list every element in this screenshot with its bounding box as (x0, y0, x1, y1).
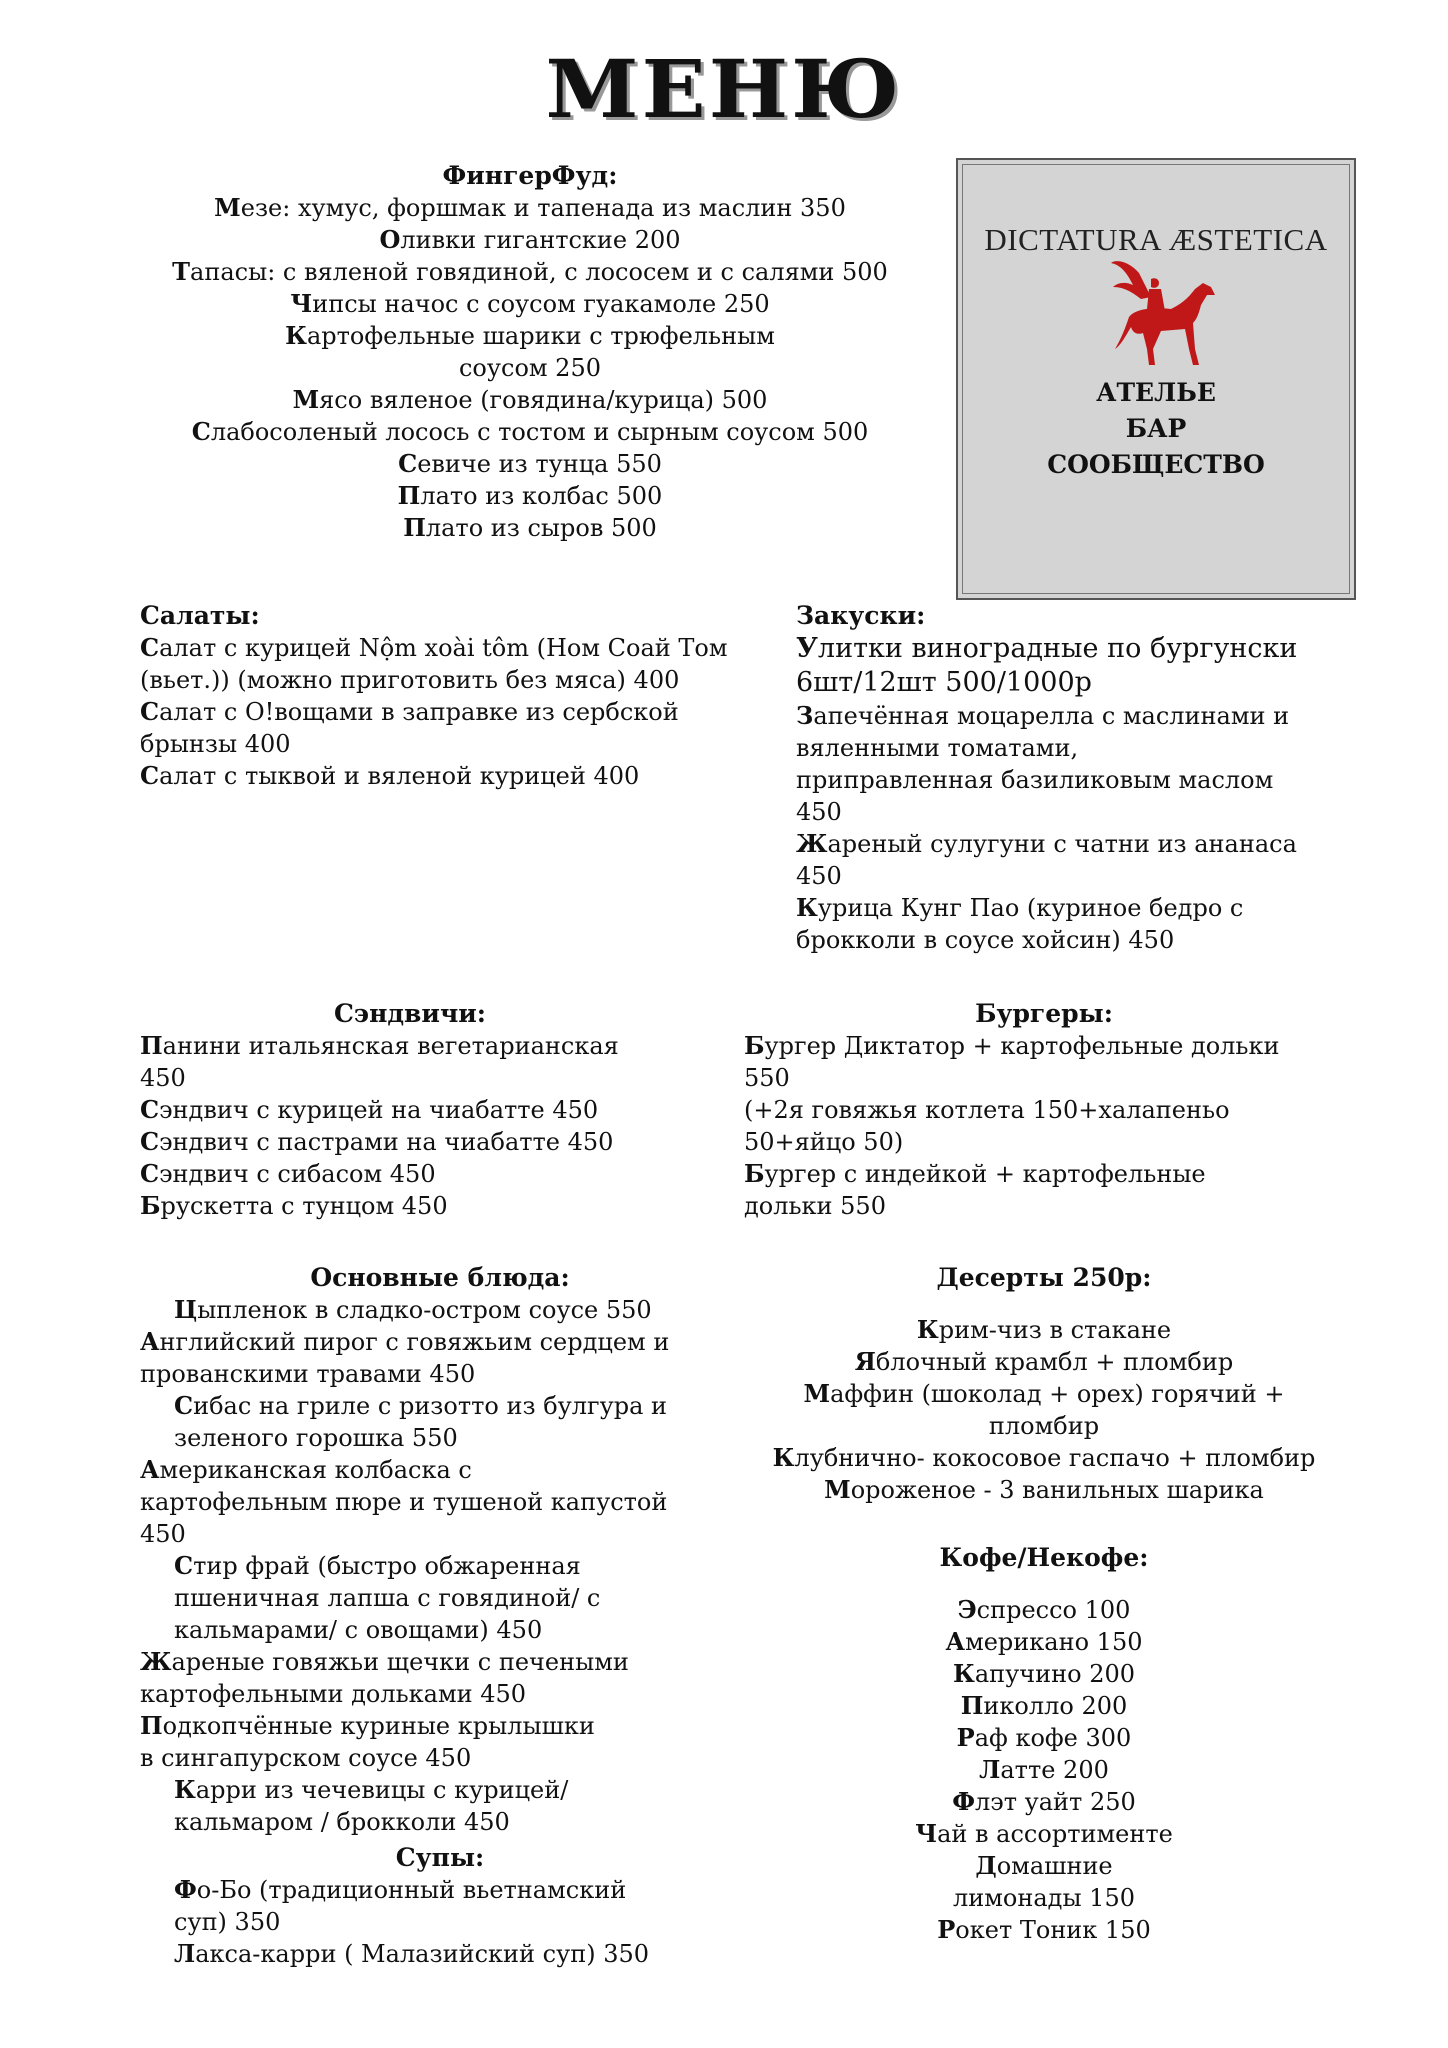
item-text: (+2я говяжья котлета 150+халапеньо (744, 1096, 1230, 1124)
item-initial: Я (854, 1347, 876, 1376)
menu-item (796, 796, 1356, 828)
menu-item (140, 384, 920, 416)
item-text: ургер Диктатор + картофельные дольки (764, 1032, 1280, 1060)
item-text: ясо вяленое (говядина/курица) 500 (319, 386, 768, 414)
menu-item (140, 1190, 680, 1222)
menu-item (744, 1722, 1344, 1754)
menu-item (140, 192, 920, 224)
item-initial: П (397, 481, 421, 510)
item-text: апучино 200 (974, 1660, 1135, 1688)
item-text: ареные говяжьи щечки с печеными (171, 1648, 629, 1676)
item-text: спрессо 100 (976, 1596, 1131, 1624)
menu-item (796, 732, 1356, 764)
logo-line-bar: БАР (1125, 414, 1187, 443)
menu-item (796, 924, 1356, 956)
item-text: эндвич с сибасом 450 (159, 1160, 436, 1188)
item-text: эндвич с пастрами на чиабатте 450 (159, 1128, 614, 1156)
fingerfood-section (140, 160, 920, 544)
menu-item (744, 1378, 1344, 1410)
item-initial: Ф (174, 1875, 197, 1904)
menu-item (744, 1030, 1344, 1062)
menu-item (140, 1030, 680, 1062)
item-initial: Б (140, 1191, 161, 1220)
item-initial: К (285, 321, 307, 350)
item-text: алат с тыквой и вяленой курицей 400 (159, 762, 640, 790)
menu-item (140, 1710, 740, 1742)
item-text: урица Кунг Пао (куриное бедро с (817, 894, 1244, 922)
item-text: тир фрай (быстро обжаренная (193, 1552, 581, 1580)
item-initial: С (140, 697, 160, 726)
item-text: зеленого горошка 550 (174, 1424, 458, 1452)
salads-section (140, 600, 780, 792)
logo-name: DICTATURA ÆSTETICA (984, 222, 1328, 257)
item-text: пшеничная лапша с говядиной/ с (174, 1584, 601, 1612)
item-initial: П (960, 1691, 984, 1720)
menu-item (140, 1742, 740, 1774)
item-text: анини итальянская вегетарианская (162, 1032, 619, 1060)
item-initial: М (292, 385, 320, 414)
item-text: в сингапурском соусе 450 (140, 1744, 472, 1772)
menu-item (744, 1094, 1344, 1126)
menu-item (140, 1094, 680, 1126)
menu-item (744, 1754, 1344, 1786)
item-text: соусом 250 (458, 354, 601, 382)
item-text: евиче из тунца 550 (417, 450, 662, 478)
item-initial: З (796, 701, 814, 730)
menu-item (796, 632, 1356, 666)
menu-item (140, 480, 920, 512)
item-text: приправленная базиликовым маслом (796, 766, 1274, 794)
menu-item (140, 1806, 740, 1838)
item-text: 450 (140, 1064, 186, 1092)
menu-item (140, 1518, 740, 1550)
item-initial: А (140, 1327, 160, 1356)
menu-item (140, 1294, 740, 1326)
snacks-section (796, 600, 1356, 956)
menu-item (140, 1614, 740, 1646)
item-initial: С (191, 417, 211, 446)
menu-item (140, 352, 920, 384)
item-text: 450 (796, 862, 842, 890)
menu-item (796, 828, 1356, 860)
item-text: лимонады 150 (953, 1884, 1135, 1912)
menu-item (796, 860, 1356, 892)
item-text: брынзы 400 (140, 730, 291, 758)
item-initial: К (916, 1315, 939, 1344)
item-initial: Э (957, 1595, 977, 1624)
item-initial: С (174, 1391, 194, 1420)
logo-line-atelier: АТЕЛЬЕ (1096, 378, 1216, 407)
salads-title: Салаты: (140, 601, 260, 630)
item-text: рим-чиз в стакане (938, 1316, 1172, 1344)
item-text: арри из чечевицы с курицей/ (195, 1776, 569, 1804)
item-text: акса-карри ( Малазийский суп) 350 (195, 1940, 649, 1968)
menu-item (140, 224, 920, 256)
menu-item (140, 1454, 740, 1486)
item-text: ливки гигантские 200 (400, 226, 681, 254)
menu-item (796, 700, 1356, 732)
menu-item (744, 1474, 1344, 1506)
menu-item (140, 632, 780, 664)
item-initial: Л (979, 1755, 1001, 1784)
item-text: о-Бо (традиционный вьетнамский (196, 1876, 627, 1904)
item-text: лубнично- кокосовое гаспачо + пломбир (794, 1444, 1316, 1472)
soups-title: Супы: (395, 1843, 485, 1872)
item-initial: Ц (174, 1295, 198, 1324)
item-initial: А (140, 1455, 160, 1484)
menu-item (140, 1646, 740, 1678)
menu-item (140, 1126, 680, 1158)
menu-item (140, 1158, 680, 1190)
item-text: апечённая моцарелла с маслинами и (813, 702, 1290, 730)
page-title: МЕНЮ (545, 42, 903, 136)
item-initial: Ж (796, 829, 828, 858)
item-text: атте 200 (1000, 1756, 1109, 1784)
menu-item (744, 1410, 1344, 1442)
item-initial: К (796, 893, 818, 922)
item-initial: С (140, 633, 160, 662)
item-text: лато из колбас 500 (420, 482, 663, 510)
item-initial: У (796, 633, 818, 664)
item-initial: П (403, 513, 426, 542)
item-text: блочный крамбл + пломбир (875, 1348, 1234, 1376)
item-initial: Ч (290, 289, 313, 318)
item-initial: С (398, 449, 418, 478)
item-text: эндвич с курицей на чиабатте 450 (159, 1096, 599, 1124)
desserts-section (744, 1262, 1344, 1506)
item-text: картофельным пюре и тушеной капустой (140, 1488, 668, 1516)
menu-item (744, 1594, 1344, 1626)
item-initial: С (140, 761, 160, 790)
winged-rider-horse-icon (1111, 253, 1221, 373)
snacks-title: Закуски: (796, 601, 926, 630)
logo-box (956, 158, 1356, 600)
item-text: брокколи в соусе хойсин) 450 (796, 926, 1175, 954)
menu-item (744, 1190, 1344, 1222)
menu-item (140, 728, 780, 760)
menu-item (744, 1690, 1344, 1722)
item-text: кальмарами/ с овощами) 450 (174, 1616, 543, 1644)
menu-item (140, 320, 920, 352)
menu-item (744, 1346, 1344, 1378)
menu-item (140, 1906, 740, 1938)
item-text: 550 (744, 1064, 790, 1092)
item-text: 450 (140, 1520, 186, 1548)
menu-item (744, 1158, 1344, 1190)
item-text: пломбир (988, 1412, 1100, 1440)
menu-item (744, 1914, 1344, 1946)
item-initial: К (772, 1443, 795, 1472)
item-initial: С (140, 1159, 160, 1188)
item-text: нглийский пирог с говяжьим сердцем и (159, 1328, 670, 1356)
item-initial: А (945, 1627, 966, 1656)
menu-item (744, 1126, 1344, 1158)
menu-item (744, 1442, 1344, 1474)
mains-section (140, 1262, 740, 1838)
coffee-section (744, 1542, 1344, 1946)
menu-item (744, 1786, 1344, 1818)
item-text: 450 (796, 798, 842, 826)
item-text: окет Тоник 150 (955, 1916, 1151, 1944)
menu-item (140, 664, 780, 696)
menu-item (140, 1582, 740, 1614)
item-text: 6шт/12шт 500/1000р (796, 667, 1092, 698)
menu-item (140, 416, 920, 448)
item-text: лабосоленый лосось с тостом и сырным соусом 500 (210, 418, 869, 446)
item-text: ургер с индейкой + картофельные (764, 1160, 1206, 1188)
item-text: литки виноградные по бургунски (817, 633, 1298, 664)
item-text: артофельные шарики с трюфельным (306, 322, 775, 350)
item-initial: К (174, 1775, 196, 1804)
item-text: картофельными дольками 450 (140, 1680, 527, 1708)
item-text: алат с курицей Nộm xoài tôm (Ном Соай Том (159, 634, 728, 662)
menu-item (796, 764, 1356, 796)
menu-item (140, 1358, 740, 1390)
menu-item (744, 1062, 1344, 1094)
item-initial: О (379, 225, 401, 254)
item-initial: Б (744, 1159, 765, 1188)
menu-item (744, 1850, 1344, 1882)
item-text: (вьет.)) (можно приготовить без мяса) 400 (140, 666, 680, 694)
item-text: прованскими травами 450 (140, 1360, 476, 1388)
item-text: омашние (996, 1852, 1113, 1880)
item-text: аф кофе 300 (974, 1724, 1132, 1752)
item-text: кальмаром / брокколи 450 (174, 1808, 510, 1836)
menu-item (140, 1326, 740, 1358)
item-initial: Ж (140, 1647, 172, 1676)
burgers-title: Бургеры: (975, 999, 1113, 1028)
item-text: ыпленок в сладко-остром соусе 550 (197, 1296, 652, 1324)
menu-item (140, 1486, 740, 1518)
item-initial: Д (975, 1851, 997, 1880)
coffee-title: Кофе/Некофе: (939, 1543, 1149, 1572)
item-initial: С (174, 1551, 194, 1580)
burgers-section (744, 998, 1344, 1222)
item-text: ай в ассортименте (937, 1820, 1173, 1848)
item-text: вяленными томатами, (796, 734, 1079, 762)
item-text: одкопчённые куриные крылышки (162, 1712, 595, 1740)
item-initial: П (140, 1031, 163, 1060)
item-initial: М (214, 193, 241, 222)
menu-item (140, 448, 920, 480)
item-text: мерикано 150 (965, 1628, 1143, 1656)
item-initial: Л (174, 1939, 196, 1968)
menu-item (796, 666, 1356, 700)
menu-item (140, 760, 780, 792)
item-text: лэт уайт 250 (975, 1788, 1136, 1816)
item-text: суп) 350 (174, 1908, 281, 1936)
menu-item (744, 1658, 1344, 1690)
item-initial: П (140, 1711, 163, 1740)
sandwiches-title: Сэндвичи: (333, 999, 487, 1028)
desserts-title: Десерты 250р: (936, 1263, 1152, 1292)
item-initial: Р (937, 1915, 956, 1944)
item-text: ороженое - 3 ванильных шарика (850, 1476, 1264, 1504)
item-initial: С (140, 1127, 160, 1156)
item-text: ареный сулугуни с чатни из ананаса (827, 830, 1297, 858)
item-text: иколло 200 (983, 1692, 1128, 1720)
item-initial: М (803, 1379, 831, 1408)
logo-line-community: СООБЩЕСТВО (1047, 450, 1265, 479)
item-initial: К (952, 1659, 975, 1688)
menu-item (140, 1874, 740, 1906)
item-text: ипсы начос с соусом гуакамоле 250 (312, 290, 770, 318)
mains-title: Основные блюда: (310, 1263, 570, 1292)
sandwiches-section (140, 998, 680, 1222)
item-text: алат с О!вощами в заправке из сербской (159, 698, 679, 726)
item-text: 50+яйцо 50) (744, 1128, 904, 1156)
menu-item (140, 1062, 680, 1094)
item-text: езе: хумус, форшмак и тапенада из маслин 350 (240, 194, 846, 222)
item-text: ибас на гриле с ризотто из булгура и (193, 1392, 668, 1420)
soups-section (140, 1842, 740, 1970)
item-text: апасы: с вяленой говядиной, с лососем и с салями 500 (190, 258, 888, 286)
menu-item (744, 1314, 1344, 1346)
menu-item (140, 696, 780, 728)
item-initial: Т (172, 257, 191, 286)
menu-item (140, 1550, 740, 1582)
menu-item (140, 1422, 740, 1454)
menu-item (140, 288, 920, 320)
item-initial: Р (956, 1723, 975, 1752)
menu-item (140, 1938, 740, 1970)
item-text: лато из сыров 500 (425, 514, 657, 542)
item-text: рускетта с тунцом 450 (160, 1192, 448, 1220)
menu-item (744, 1818, 1344, 1850)
menu-item (744, 1626, 1344, 1658)
menu-item (140, 1390, 740, 1422)
item-text: мериканская колбаска с (159, 1456, 472, 1484)
menu-item (140, 1678, 740, 1710)
menu-item (744, 1882, 1344, 1914)
menu-item (140, 1774, 740, 1806)
item-text: аффин (шоколад + орех) горячий + (830, 1380, 1285, 1408)
menu-item (140, 512, 920, 544)
fingerfood-title: ФингерФуд: (442, 161, 618, 190)
item-initial: М (824, 1475, 851, 1504)
item-initial: Б (744, 1031, 765, 1060)
menu-item (140, 256, 920, 288)
menu-item (796, 892, 1356, 924)
item-initial: Ф (952, 1787, 976, 1816)
item-text: дольки 550 (744, 1192, 886, 1220)
item-initial: Ч (915, 1819, 938, 1848)
item-initial: С (140, 1095, 160, 1124)
